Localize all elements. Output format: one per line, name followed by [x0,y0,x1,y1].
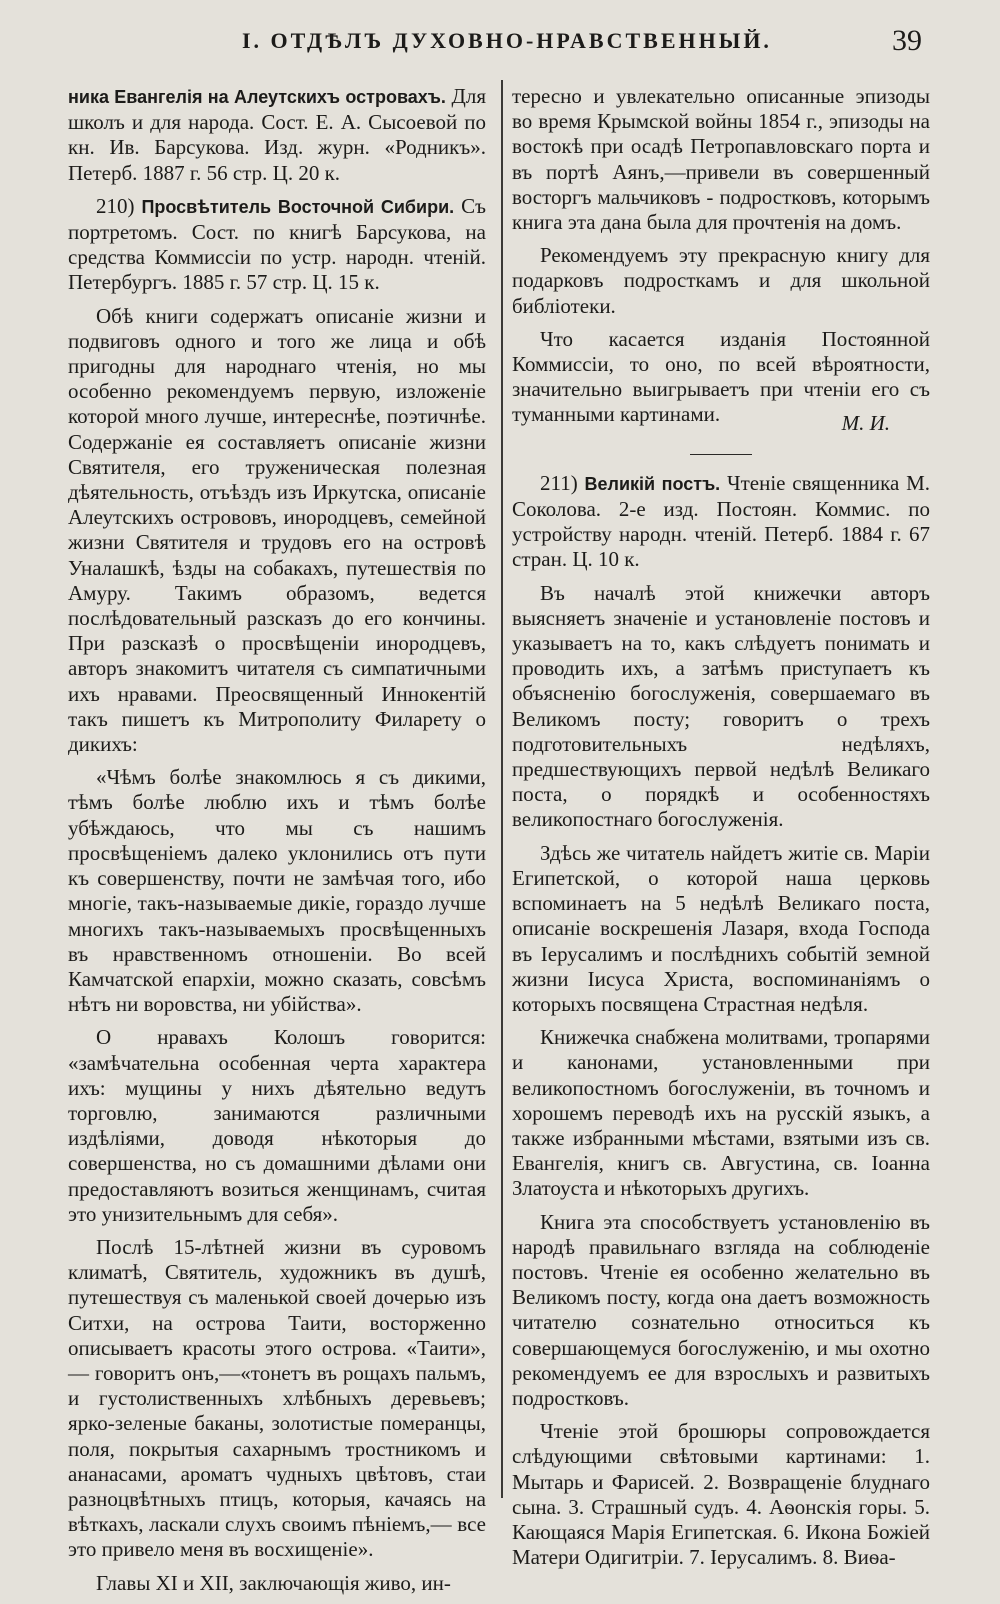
entry-211-number: 211) [540,470,578,495]
page-header [62,24,970,64]
quote-paragraph: «Чѣмъ болѣе знакомлюсь я съ дикими, тѣмъ болѣе люблю ихъ и тѣмъ болѣе убѣждаюсь, что мы съ нашимъ просвѣщеніемъ далеко уклонились отъ пути къ совершенству, почти не замѣчая того, ибо многіе, такъ-называемые дикіе, гораздо лучше многихъ такъ-называемыхъ просвѣщенныхъ въ нравственномъ отношеніи. Во всей Камчатской епархіи, можно сказать, совсѣмъ нѣтъ ни воровства, ни убійства». [68,765,486,1017]
running-title: I. ОТДѢЛЪ ДУХОВНО-НРАВСТВЕННЫЙ. [242,28,772,53]
column-divider [501,80,503,1498]
paragraph: Книжечка снабжена молитвами, тропарями и канонами, установленными при великопостномъ богослуженіи, въ точномъ и хорошемъ переводѣ ихъ на русскій языкъ, а также избранными мѣстами, взятыми изъ св. Евангелія, книгъ св. Августина, св. Іоанна Златоуста и нѣкоторыхъ другихъ. [512,1025,930,1201]
paragraph: Что касается изданія Постоянной Коммиссіи, то оно, по всей вѣроятности, значительно выигрываетъ при чтеніи его съ туманными картинами. [512,326,930,427]
page-number: 39 [892,24,922,57]
author-signature: М. И. [841,410,890,435]
paragraph: О нравахъ Колошъ говорится: «замѣчательна особенная черта характера ихъ: мущины у нихъ дѣятельно ведутъ торговлю, занимаются различными издѣліями, доводя нѣкоторыя до совершенства, но съ домашними дѣлами они предоставляютъ возиться женщинамъ, считая это унизительнымъ для себя». [68,1025,486,1226]
paragraph: Послѣ 15-лѣтней жизни въ суровомъ климатѣ, Святитель, художникъ въ душѣ, путешествуя съ маленькой своей дочерью изъ Ситхи, на острова Таити, восторженно описываетъ красоты этого острова. «Таити»,— говоритъ онъ,—«тонетъ въ рощахъ пальмъ, и густолиственныхъ хлѣбныхъ деревьевъ; ярко-зеленые баканы, золотистые померанцы, поля, покрытыя сахарнымъ тростникомъ и ананасами, ароматъ чудныхъ цвѣтовъ, стаи разноцвѣтныхъ птицъ, которыя, качаясь на вѣткахъ, ласкали слухъ своимъ пѣніемъ,— все это привело меня въ восхищеніе». [68,1234,486,1562]
section-divider [690,454,752,455]
entry-209-title: ника Евангелія на Алеутскихъ островахъ. [68,87,446,107]
entry-209-text: Для школъ и для народа. Сост. Е. А. Сысоевой по кн. Ив. Барсукова. Изд. журн. «Родникъ». Петерб. 1887 г. 56 стр. Ц. 20 к. [68,84,486,185]
entry-210-number: 210) [96,193,135,218]
entry-211-title: Великій постъ. [584,473,721,494]
entry-211-text: Чтеніе священника М. Соколова. 2-е изд. Постоян. Коммис. по устройству народн. чтеній. Петерб. 1884 г. 67 стран. Ц. 10 к. [512,470,930,572]
entry-209-continuation [68,84,486,186]
paragraph: Книга эта способствуетъ установленію въ народѣ правильнаго взгляда на соблюденіе постовъ. Чтеніе ея особенно желательно въ Великомъ посту, когда она даетъ возможность читателю сознательно относиться къ совершающемуся богослуженію, и мы охотно рекомендуемъ ее для взрослыхъ и развитыхъ подростковъ. [512,1209,930,1410]
entry-210 [68,194,486,296]
paragraph: Здѣсь же читатель найдетъ житіе св. Маріи Египетской, о которой наша церковь вспоминаетъ на 5 недѣлѣ Великаго поста, описаніе воскрешенія Лазаря, входа Господа въ Іерусалимъ и послѣднихъ событій земной жизни Іисуса Христа, воспоминаніямъ о которыхъ посвящена Страстная недѣля. [512,840,930,1016]
left-column [68,84,486,1604]
paragraph: Главы XI и XII, заключающія живо, ин- [96,1570,451,1595]
paragraph: Рекомендуемъ эту прекрасную книгу для подарковъ подросткамъ и для школьной библіотеки. [512,243,930,318]
paragraph: тересно и увлекательно описанные эпизоды во время Крымской войны 1854 г., эпизоды на востокѣ при осадѣ Петропавловскаго порта и въ портѣ Аянъ,—привели въ совершенный восторгъ мальчиковъ - подростковъ, которымъ книга эта дана была для прочтенія на домъ. [512,84,930,235]
entry-210-title: Просвѣтитель Восточной Сибири. [141,196,455,217]
entry-211 [512,471,930,573]
paragraph: Чтеніе этой брошюры сопровождается слѣдующими свѣтовыми картинами: 1. Мытарь и Фарисей. 2. Возвращеніе блуднаго сына. 3. Страшный судъ. 4. Аѳонскія горы. 5. Кающаяся Марія Египетская. 6. Икона Божіей Матери Одигитріи. 7. Іерусалимъ. 8. Виѳа- [512,1419,930,1570]
paragraph: Въ началѣ этой книжечки авторъ выясняетъ значеніе и установленіе постовъ и указываетъ на то, какъ слѣдуетъ понимать и проводить ихъ, а затѣмъ приступаетъ къ объясненію богослуженія, совершаемаго въ Великомъ посту; говоритъ о трехъ подготовительныхъ недѣляхъ, предшествующихъ первой недѣлѣ Великаго поста, о порядкѣ и особенностяхъ великопостнаго богослуженія. [512,580,930,832]
entry-210-text: Съ портретомъ. Сост. по книгѣ Барсукова, на средства Коммиссіи по устр. народн. чтеній. Петербургъ. 1885 г. 57 стр. Ц. 15 к. [68,193,486,295]
right-column [512,84,930,1578]
paragraph: Обѣ книги содержатъ описаніе жизни и подвиговъ одного и того же лица и обѣ пригодны для народнаго чтенія, но мы особенно рекомендуемъ первую, изложеніе которой много лучше, интереснѣе, поэтичнѣе. Содержаніе ея составляетъ описаніе жизни Святителя, его труженическая полезная дѣятельность, отъѣздъ изъ Иркутска, описаніе Алеутскихъ острововъ, инородцевъ, семейной жизни Святителя и трудовъ его на островѣ Уналашкѣ, ѣзды на собакахъ, путешествія по Амуру. Такимъ образомъ, ведется послѣдовательный разсказъ до его кончины. При разсказѣ о просвѣщеніи инородцевъ, авторъ знакомитъ читателя съ симпатичными ихъ нравами. Преосвященный Иннокентій такъ пишетъ къ Митрополиту Филарету о дикихъ: [68,303,486,757]
